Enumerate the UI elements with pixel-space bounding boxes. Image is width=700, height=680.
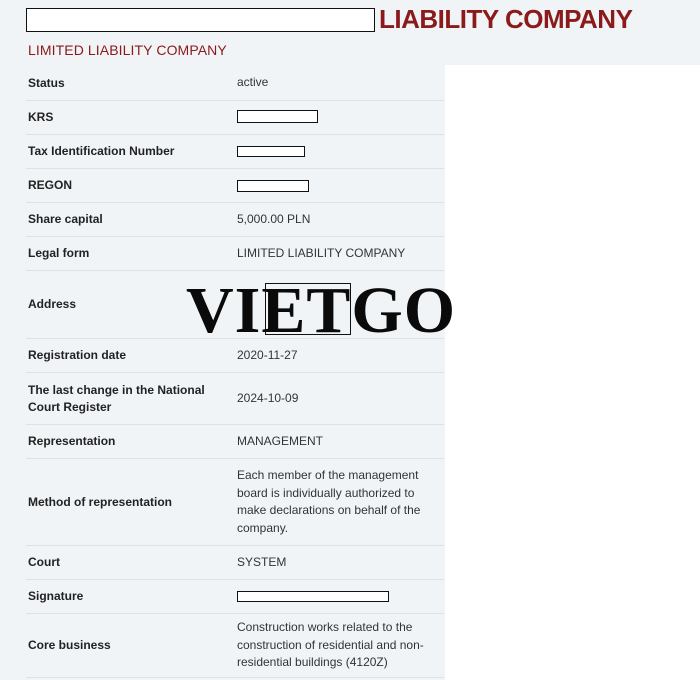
last-change-label: The last change in the National Court Register [28, 382, 205, 414]
core-business-label: Core business [28, 638, 111, 652]
share-capital-label: Share capital [28, 212, 103, 226]
method-of-representation-label: Method of representation [28, 494, 173, 509]
krs-label: KRS [28, 110, 54, 124]
redacted-tax-id [237, 146, 305, 157]
court-value: SYSTEM [237, 554, 287, 569]
registration-date-label: Registration date [28, 348, 127, 362]
court-label: Court [28, 555, 60, 569]
row-signature [26, 580, 444, 614]
row-representation [26, 425, 444, 459]
signature-value [235, 588, 444, 606]
redacted-company-name [26, 8, 375, 32]
redacted-krs [237, 110, 318, 123]
row-share-capital [26, 203, 444, 237]
row-status [26, 66, 444, 101]
row-krs [26, 101, 444, 135]
row-last-change [26, 373, 444, 425]
status-label: Status [28, 75, 65, 90]
row-regon [26, 169, 444, 203]
legal-form-value: LIMITED LIABILITY COMPANY [237, 245, 406, 260]
regon-value [235, 177, 444, 195]
signature-label: Signature [28, 589, 84, 603]
address-label: Address [28, 297, 77, 311]
tax-id-value [235, 143, 444, 161]
representation-value: MANAGEMENT [237, 433, 324, 448]
page-title: LIABILITY COMPANY [379, 4, 633, 34]
last-change-value: 2024-10-09 [237, 390, 299, 405]
legal-form-label: Legal form [28, 246, 90, 260]
core-business-value: Construction works related to the construction of residential and non-residential buildings (4120Z) [237, 620, 424, 670]
row-core-business [26, 614, 444, 678]
tax-id-label: Tax Identification Number [28, 144, 175, 158]
redacted-regon [237, 180, 309, 192]
company-legal-form-subtitle: LIMITED LIABILITY COMPANY [28, 42, 227, 58]
row-legal-form [26, 237, 444, 271]
share-capital-value: 5,000.00 PLN [237, 211, 311, 226]
redacted-signature [237, 591, 389, 602]
row-method-of-representation [26, 459, 444, 546]
regon-label: REGON [28, 178, 73, 192]
representation-label: Representation [28, 434, 116, 448]
registration-date-value: 2020-11-27 [237, 347, 298, 362]
blank-panel [445, 65, 700, 680]
row-tax-id [26, 135, 444, 169]
row-court [26, 546, 444, 580]
method-of-representation-value: Each member of the management board is individually authorized to make declarations on behalf of the company. [237, 468, 421, 535]
company-details-table [26, 66, 444, 678]
status-value: active [237, 75, 269, 90]
vietgo-watermark: VIETGO [186, 274, 457, 347]
krs-value [235, 109, 444, 127]
